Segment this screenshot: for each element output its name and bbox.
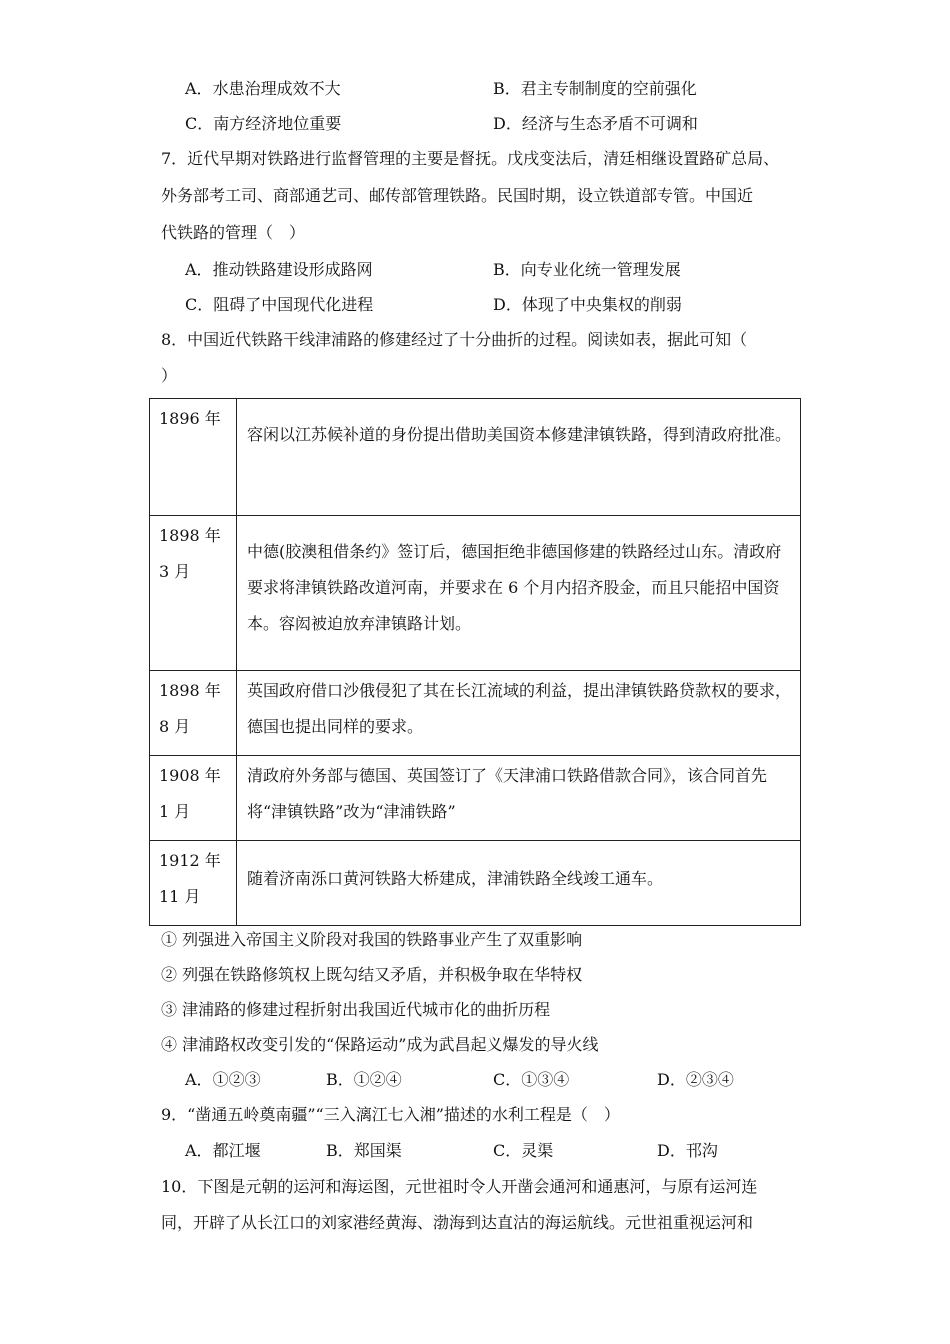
option-letter: D． xyxy=(657,1070,686,1089)
timeline-event: 清政府外务部与德国、英国签订了《天津浦口铁路借款合同》，该合同首先将“津镇铁路”改为“津浦铁路” xyxy=(237,756,801,841)
q8-statement-3: ③ 津浦路的修建过程折射出我国近代城市化的曲折历程 xyxy=(161,1000,551,1019)
option-text: 南方经济地位重要 xyxy=(213,114,342,133)
q10-stem-line-2: 同，开辟了从长江口的刘家港经黄海、渤海到达直沽的海运航线。元世祖重视运河和 xyxy=(161,1213,754,1232)
option-letter: A． xyxy=(185,79,213,98)
timeline-date: 1912 年 11 月 xyxy=(150,841,237,926)
option-text: 体现了中央集权的削弱 xyxy=(521,295,682,314)
option-letter: C． xyxy=(185,295,214,314)
option-text: 阻碍了中国现代化进程 xyxy=(213,295,374,314)
q7-stem-line-3: 代铁路的管理（ ） xyxy=(161,223,306,242)
q6-option-a[interactable] xyxy=(185,79,341,99)
timeline-event: 英国政府借口沙俄侵犯了其在长江流域的利益，提出津镇铁路贷款权的要求，德国也提出同样的要求。 xyxy=(237,671,801,756)
q8-stem-line-2: ） xyxy=(161,366,178,385)
option-text: 郑国渠 xyxy=(353,1141,402,1160)
q8-statement-1: ① 列强进入帝国主义阶段对我国的铁路事业产生了双重影响 xyxy=(161,930,583,949)
option-letter: C． xyxy=(493,1141,522,1160)
option-text: 君主专制制度的空前强化 xyxy=(520,79,697,98)
option-text: 邗沟 xyxy=(685,1141,718,1160)
option-letter: D． xyxy=(493,295,522,314)
q8-statement-2: ② 列强在铁路修筑权上既勾结又矛盾，并积极争取在华特权 xyxy=(161,965,583,984)
option-letter: C． xyxy=(185,114,214,133)
timeline-event: 中德(胶澳租借条约》签订后，德国拒绝非德国修建的铁路经过山东。清政府要求将津镇铁路改道河南，并要求在 6 个月内招齐股金，而且只能招中国资本。容闳被迫放弃津镇路计划。 xyxy=(237,516,801,671)
timeline-event: 容闲以江苏候补道的身份提出借助美国资本修建津镇铁路，得到清政府批准。 xyxy=(237,399,801,516)
q6-option-d[interactable] xyxy=(493,114,698,134)
q8-option-b[interactable] xyxy=(326,1070,402,1090)
option-letter: B． xyxy=(326,1141,354,1160)
q8-option-c[interactable] xyxy=(493,1070,569,1090)
q9-option-b[interactable] xyxy=(326,1141,402,1161)
table-row xyxy=(150,399,801,516)
option-letter: C． xyxy=(493,1070,522,1089)
option-letter: D． xyxy=(493,114,522,133)
q9-option-c[interactable] xyxy=(493,1141,553,1161)
option-text: ①③④ xyxy=(521,1070,570,1089)
option-text: 都江堰 xyxy=(212,1141,261,1160)
timeline-date: 1896 年 xyxy=(150,399,237,516)
option-text: ①②③ xyxy=(212,1070,261,1089)
option-letter: B． xyxy=(326,1070,354,1089)
option-text: ①②④ xyxy=(353,1070,402,1089)
q7-option-a[interactable] xyxy=(185,260,373,280)
q8-statement-4: ④ 津浦路权改变引发的“保路运动”成为武昌起义爆发的导火线 xyxy=(161,1035,599,1054)
timeline-date: 1898 年 8 月 xyxy=(150,671,237,756)
option-text: 水患治理成效不大 xyxy=(212,79,341,98)
q7-stem-line-2: 外务部考工司、商部通艺司、邮传部管理铁路。民国时期，设立铁道部专管。中国近 xyxy=(161,186,754,205)
jinpu-railway-timeline-table xyxy=(149,398,801,926)
option-letter: B． xyxy=(493,260,521,279)
q8-stem-line-1: 8．中国近代铁路干线津浦路的修建经过了十分曲折的过程。阅读如表，据此可知（ xyxy=(161,330,748,349)
option-letter: D． xyxy=(657,1141,686,1160)
q9-option-a[interactable] xyxy=(185,1141,261,1161)
option-text: 推动铁路建设形成路网 xyxy=(212,260,373,279)
option-text: 灵渠 xyxy=(521,1141,554,1160)
q6-option-c[interactable] xyxy=(185,114,341,134)
timeline-event: 随着济南泺口黄河铁路大桥建成，津浦铁路全线竣工通车。 xyxy=(237,841,801,926)
q7-option-d[interactable] xyxy=(493,295,682,315)
timeline-date: 1908 年 1 月 xyxy=(150,756,237,841)
table-row xyxy=(150,756,801,841)
table-row xyxy=(150,516,801,671)
table-row xyxy=(150,671,801,756)
option-letter: B． xyxy=(493,79,521,98)
timeline-date: 1898 年 3 月 xyxy=(150,516,237,671)
q9-option-d[interactable] xyxy=(657,1141,718,1161)
option-text: 经济与生态矛盾不可调和 xyxy=(521,114,698,133)
option-text: ②③④ xyxy=(685,1070,734,1089)
q6-option-b[interactable] xyxy=(493,79,697,99)
table-row xyxy=(150,841,801,926)
q9-stem: 9．“凿通五岭奠南疆”“三入漓江七入湘”描述的水利工程是（ ） xyxy=(161,1105,620,1124)
q10-stem-line-1: 10．下图是元朝的运河和海运图，元世祖时令人开凿会通河和通惠河，与原有运河连 xyxy=(161,1177,758,1196)
q7-option-c[interactable] xyxy=(185,295,373,315)
option-letter: A． xyxy=(185,1141,213,1160)
q8-option-a[interactable] xyxy=(185,1070,261,1090)
option-letter: A． xyxy=(185,1070,213,1089)
q7-option-b[interactable] xyxy=(493,260,681,280)
option-text: 向专业化统一管理发展 xyxy=(520,260,681,279)
q8-option-d[interactable] xyxy=(657,1070,734,1090)
option-letter: A． xyxy=(185,260,213,279)
q7-stem-line-1: 7．近代早期对铁路进行监督管理的主要是督抚。戊戌变法后，清廷相继设置路矿总局、 xyxy=(161,149,780,168)
